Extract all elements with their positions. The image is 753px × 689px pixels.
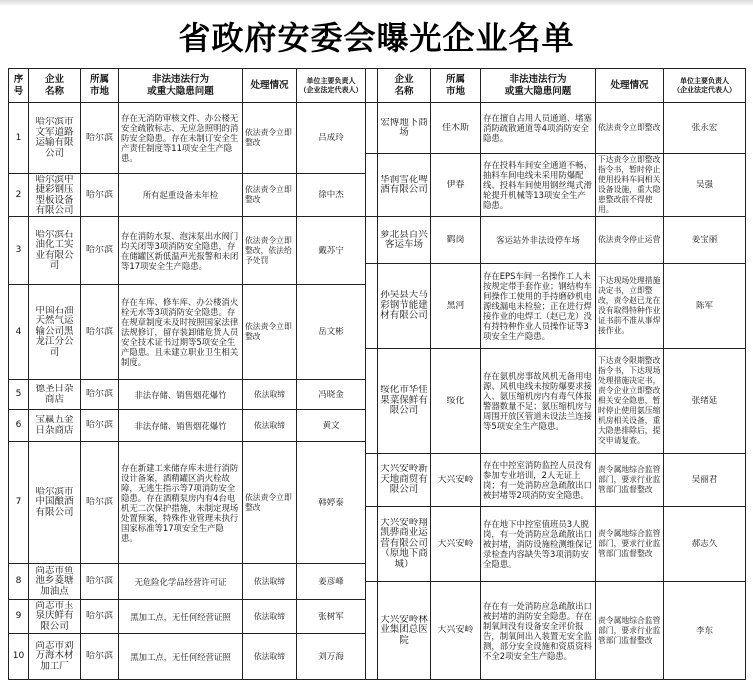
no-text: 9 (15, 611, 22, 621)
cell-city (81, 217, 119, 285)
city-text: 佳木斯 (441, 122, 469, 133)
name-text: 宏博地下商场 (380, 117, 428, 138)
name-text: 尚志市玉泉庆鲜有限公司 (35, 600, 74, 632)
person-text: 徐中杰 (318, 190, 344, 200)
cell-person (297, 103, 366, 174)
cell-city (81, 103, 119, 174)
cell-city (431, 217, 481, 264)
cell-issue (119, 103, 243, 174)
table-row (366, 507, 746, 582)
name-text: 大兴安岭林业集团总医院 (380, 614, 428, 646)
person-text: 张永宏 (691, 123, 718, 133)
table-row (9, 564, 366, 600)
cell-action (243, 442, 297, 564)
cell-no (366, 154, 378, 217)
action-text: 下达责令限期整改指令书，下达现场处理措施决定书，责令企业立即整改相关安全隐患，暂时停止使用氨压缩机房相关设备，重大隐患排除后，提交申请复查。 (598, 356, 661, 445)
name-text: 中国石油天然气运输公司黑龙江分公司 (35, 305, 74, 358)
cell-issue (481, 217, 596, 264)
issue-text: 非法存储、销售烟花爆竹 (134, 389, 227, 400)
person-text: 李东 (695, 625, 713, 636)
cell-issue (119, 174, 243, 217)
action-text: 依法取缔 (253, 576, 286, 586)
issue-text: 无危险化学品经营许可证 (134, 576, 227, 587)
cell-action (243, 410, 297, 442)
city-text: 哈尔滨 (85, 389, 113, 399)
table-row (9, 285, 366, 380)
cell-person (664, 349, 746, 454)
cell-city (431, 264, 481, 349)
cell-action (243, 103, 297, 174)
header-city: 所属 市地 (431, 69, 481, 103)
name-text: 尚志市鱼池乡菱塘加油点 (35, 565, 74, 597)
cell-person (664, 264, 746, 349)
issue-text: 黑加工点，无任何经营证照 (130, 611, 231, 622)
cell-action (596, 454, 664, 507)
city-text: 哈尔滨 (85, 497, 113, 507)
cell-no (366, 507, 378, 582)
cell-person (664, 454, 746, 507)
name-text: 大兴安岭新天地商贸有限公司 (380, 464, 428, 496)
cell-name (378, 103, 431, 154)
cell-no (9, 285, 29, 380)
table-row (9, 217, 366, 285)
issue-text: 存在EPS车间一名操作工人未按规定带手套作业；钢结构车间操作工使用的手持磨砂机电源线漏电未检验；正在进行焊接作业的电焊工（赵已龙）没有持特种作业人员操作证等3项安全生产隐患。 (483, 271, 592, 341)
left-table-body (9, 103, 366, 680)
table-row (9, 380, 366, 410)
cell-issue (481, 103, 596, 154)
city-text: 哈尔滨 (85, 576, 113, 586)
issue-text: 存在氨机房事故风机无备用电源、风机电线未按防爆要求接入、氨压缩机房内有毒气体报警器数量不足；氨压缩机房与周围开放区管道未设法兰连接等5项安全生产隐患。 (483, 371, 592, 431)
cell-action (596, 103, 664, 154)
city-text: 大兴安岭 (437, 474, 474, 485)
city-text: 绥化 (446, 395, 465, 406)
city-text: 鹤岗 (446, 234, 465, 245)
name-text: 哈尔滨市中国酿酒有限公司 (35, 486, 74, 518)
cell-name (29, 174, 81, 217)
cell-city (81, 285, 119, 380)
cell-person (664, 507, 746, 582)
no-text: 2 (15, 189, 22, 200)
name-text: 德圣日杂商店 (35, 384, 74, 405)
cell-action (243, 564, 297, 600)
table-row (9, 634, 366, 680)
header-issue: 非法违法行为 或重大隐患问题 (119, 69, 243, 103)
city-text: 哈尔滨 (85, 245, 113, 255)
person-text: 郝志久 (691, 539, 718, 549)
issue-text: 客运站外非法设停车场 (496, 235, 580, 245)
page-title: 省政府安委会曝光企业名单 (178, 19, 575, 57)
cell-name (29, 600, 81, 634)
issue-text: 非法存储、销售烟花爆竹 (134, 420, 227, 431)
table-row (9, 442, 366, 564)
action-text: 依法责令立即整改 (245, 128, 292, 147)
cell-city (431, 454, 481, 507)
header-action: 处理情况 (596, 69, 664, 103)
right-table-body (366, 103, 746, 680)
cell-no (366, 349, 378, 454)
person-text: 冯晓金 (318, 389, 344, 400)
header-issue: 非法违法行为 或重大隐患问题 (481, 69, 596, 103)
action-text: 责令属地综合监管部门，要求行业监管部门监督整改 (598, 465, 661, 494)
cell-name (29, 103, 81, 174)
cell-city (431, 507, 481, 582)
cell-name (29, 285, 81, 380)
person-text: 吴强 (695, 180, 713, 190)
cell-name (378, 582, 431, 680)
header-action: 处理情况 (243, 69, 297, 103)
cell-no (366, 264, 378, 349)
name-text: 宝赢五金日杂商店 (35, 415, 74, 436)
cell-city (81, 410, 119, 442)
cell-action (596, 349, 664, 454)
cell-issue (119, 217, 243, 285)
issue-text: 存在中控室消防监控人员没有参加专业培训，2人无证上岗；有一处消防应急疏散出口被封堵等2项消防安全隐患。 (483, 460, 592, 500)
action-text: 责令属地综合监管部门，要求行业监管部门监督整改 (598, 615, 661, 645)
cell-no (366, 454, 378, 507)
action-text: 依法责令停止运营 (598, 235, 661, 244)
table-row (366, 264, 746, 349)
city-text: 哈尔滨 (85, 611, 113, 621)
no-text: 6 (15, 420, 22, 430)
table-row (9, 410, 366, 442)
cell-name (378, 507, 431, 582)
cell-action (596, 507, 664, 582)
action-text: 责令属地综合监管部门，要求行业监管部门监督整改 (598, 529, 661, 558)
cell-action (243, 174, 297, 217)
no-text: 3 (15, 245, 22, 255)
no-text: 1 (15, 132, 22, 143)
cell-name (378, 154, 431, 217)
cell-person (297, 285, 366, 380)
action-text: 依法责令立即整改 (245, 492, 292, 512)
cell-issue (119, 634, 243, 680)
cell-person (664, 217, 746, 264)
issue-text: 存在有一处消防应急疏散出口被封堵的消防安全隐患。存在制氧间没有设备安全评价报告，制氧间出入装置无安全监测，部分安全设施和资质资料不全2项安全生产隐患。 (483, 600, 592, 661)
cell-action (596, 217, 664, 264)
header-no: 序 号 (9, 69, 29, 103)
action-text: 依法取缔 (253, 651, 286, 661)
no-text: 5 (15, 389, 22, 399)
cell-person (297, 564, 366, 600)
name-text: 哈尔滨石油化工实业有限公司 (35, 229, 74, 271)
cell-no (366, 217, 378, 264)
cell-person (297, 600, 366, 634)
cell-person (664, 154, 746, 217)
person-text: 张树军 (318, 611, 344, 622)
person-text: 姜彦峰 (318, 576, 344, 587)
no-text: 4 (15, 326, 22, 337)
name-text: 大兴安岭翔凯骅商业运营有限公司（原地下商城） (380, 517, 428, 570)
cell-city (81, 442, 119, 564)
name-text: 萝北县百兴客运车场 (380, 229, 428, 250)
action-text: 依法取缔 (253, 420, 286, 430)
cell-action (243, 217, 297, 285)
cell-action (243, 285, 297, 380)
person-text: 张绪延 (691, 396, 718, 406)
cell-name (29, 564, 81, 600)
table-row (366, 217, 746, 264)
header-name: 企业 名称 (29, 69, 81, 103)
cell-action (596, 582, 664, 680)
header-city: 所属 市地 (81, 69, 119, 103)
cell-no (9, 600, 29, 634)
cell-issue (481, 507, 596, 582)
table-row (366, 454, 746, 507)
cell-no (9, 174, 29, 217)
issue-text: 存在投料车间安全通道不畅、抽料车间电线未采用防爆配线、投料车间使用钢丝绳式滑轮提升机械等13项安全生产隐患。 (483, 160, 592, 210)
cell-action (596, 154, 664, 217)
issue-text: 存在无消防审核文件、办公楼无安全疏散标志、无应急照明的消防安全隐患。存在未制订安全生产责任制度等11项安全生产隐患。 (121, 113, 239, 163)
city-text: 大兴安岭 (437, 625, 474, 635)
cell-name (378, 217, 431, 264)
cell-person (297, 174, 366, 217)
cell-no (9, 442, 29, 564)
table-row (366, 103, 746, 154)
header-blank (366, 69, 378, 103)
cell-issue (119, 564, 243, 600)
table-row (9, 174, 366, 217)
header-name: 企业 名称 (378, 69, 431, 103)
cell-no (9, 634, 29, 680)
action-text: 下达责令立即整改指令书，暂时停止使用投料车间相关设备设施，重大隐患整改前不得使用。 (598, 155, 661, 214)
action-text: 下达现场处理措施决定书，立即整改，责令赵已龙在没有取得特种作业证书前不准从事焊接作业。 (598, 276, 661, 335)
issue-text: 存在车库、修车库、办公楼消火栓无水等3项消防安全隐患。存在规章制度未及时按照国家法律法规修订，留存装卸储危货人员安全技术证书过期等5项安全生产隐患。且未建立职业卫生相关制度。 (121, 297, 239, 367)
name-text: 华润雪花啤酒有限公司 (380, 174, 428, 195)
cell-name (29, 634, 81, 680)
cell-city (431, 582, 481, 680)
table-row (9, 103, 366, 174)
table-row (366, 349, 746, 454)
cell-city (431, 103, 481, 154)
cell-no (9, 564, 29, 600)
issue-text: 存在地下中控室值班员3人脱岗，有一处消防应急疏散出口被封堵，消防设施检测维保记录检查内容缺失等3项消防安全隐患。 (483, 519, 592, 569)
cell-action (243, 380, 297, 410)
cell-person (664, 582, 746, 680)
action-text: 依法取缔 (253, 389, 286, 399)
cell-action (596, 264, 664, 349)
action-text: 依法取缔 (253, 611, 286, 621)
cell-person (297, 442, 366, 564)
cell-issue (119, 600, 243, 634)
city-text: 哈尔滨 (85, 326, 113, 337)
right-enterprise-table (365, 68, 746, 680)
city-text: 伊春 (446, 179, 465, 190)
no-text: 10 (12, 651, 25, 661)
name-text: 孙吴县天马彩钢节能建材有限公司 (380, 290, 428, 322)
no-text: 7 (15, 497, 22, 507)
cell-no (9, 217, 29, 285)
city-text: 哈尔滨 (85, 651, 113, 661)
cell-person (297, 380, 366, 410)
cell-name (378, 349, 431, 454)
action-text: 依法责令立即整改，依法给予处罚 (245, 235, 292, 265)
cell-city (81, 634, 119, 680)
cell-issue (481, 349, 596, 454)
table-header-row (9, 69, 366, 103)
no-text: 8 (15, 576, 22, 586)
city-text: 黑河 (446, 300, 465, 311)
cell-issue (481, 154, 596, 217)
name-text: 尚志市刘万海木材加工厂 (35, 640, 74, 672)
cell-person (664, 103, 746, 154)
issue-text: 存在新建工来储存库未进行消防设计备案，酒精罐区消火栓故障，无逃生指示等7项消防安全隐患。存在酒精泵房内有4台电机无二次保护措施，未制定现场处置预案，特殊作业管理未执行国家标准等17项安全生产隐患。 (121, 462, 239, 543)
cell-city (431, 154, 481, 217)
cell-city (81, 600, 119, 634)
person-text: 陈军 (695, 301, 713, 311)
header-person: 单位主要负责人 （企业法定代表人） (297, 69, 366, 103)
table-row (366, 154, 746, 217)
cell-person (297, 634, 366, 680)
person-text: 吴丽君 (691, 475, 718, 485)
cell-no (366, 582, 378, 680)
table-row (366, 582, 746, 680)
cell-name (29, 442, 81, 564)
cell-issue (481, 264, 596, 349)
cell-city (431, 349, 481, 454)
cell-issue (119, 285, 243, 380)
person-text: 吕成玲 (318, 133, 344, 143)
issue-text: 存在消防水泵、泡沫泵出水阀门均关闭等3项消防安全隐患，存在储罐区新低温声光报警和未闭等17项安全生产隐患。 (121, 230, 239, 271)
cell-name (29, 410, 81, 442)
person-text: 戴苏宁 (318, 245, 344, 256)
cell-city (81, 174, 119, 217)
header-person: 单位主要负责人 （企业法定代表人） (664, 69, 746, 103)
cell-action (243, 634, 297, 680)
cell-name (378, 264, 431, 349)
city-text: 哈尔滨 (85, 420, 113, 430)
city-text: 哈尔滨 (85, 132, 113, 143)
cell-person (297, 410, 366, 442)
city-text: 哈尔滨 (85, 189, 113, 200)
person-text: 岳文彬 (318, 327, 344, 337)
cell-issue (481, 582, 596, 680)
cell-no (9, 410, 29, 442)
city-text: 大兴安岭 (437, 538, 474, 549)
top-edge-divider (0, 0, 753, 6)
name-text: 哈尔滨中捷彩钢压型板设备有限公司 (35, 174, 74, 216)
name-text: 绥化市华佳果菜保鲜有限公司 (380, 385, 428, 417)
cell-city (81, 380, 119, 410)
cell-issue (481, 454, 596, 507)
person-text: 黄文 (322, 420, 340, 431)
cell-action (243, 600, 297, 634)
person-text: 韩婷泰 (318, 497, 344, 508)
table-header-row (366, 69, 746, 103)
cell-city (81, 564, 119, 600)
issue-text: 黑加工点，无任何经营证照 (130, 651, 231, 662)
name-text: 哈尔滨市文军道路运输有限公司 (35, 117, 74, 159)
cell-person (297, 217, 366, 285)
cell-no (9, 380, 29, 410)
cell-no (9, 103, 29, 174)
cell-name (29, 217, 81, 285)
person-text: 姜宝丽 (691, 235, 718, 245)
table-row (9, 600, 366, 634)
cell-issue (119, 410, 243, 442)
issue-text: 存在擅自占用人员通道、堵塞消防疏散通道等4项消防安全隐患。 (483, 113, 592, 143)
cell-issue (119, 380, 243, 410)
cell-name (378, 454, 431, 507)
left-enterprise-table (8, 68, 366, 680)
cell-issue (119, 442, 243, 564)
action-text: 依法责令立即整改 (245, 322, 292, 341)
person-text: 刘万海 (318, 651, 344, 662)
cell-name (29, 380, 81, 410)
action-text: 依法责令立即整改 (598, 123, 661, 132)
action-text: 依法责令立即整改 (245, 185, 292, 204)
issue-text: 所有起重设备未年检 (142, 190, 219, 200)
cell-no (366, 103, 378, 154)
